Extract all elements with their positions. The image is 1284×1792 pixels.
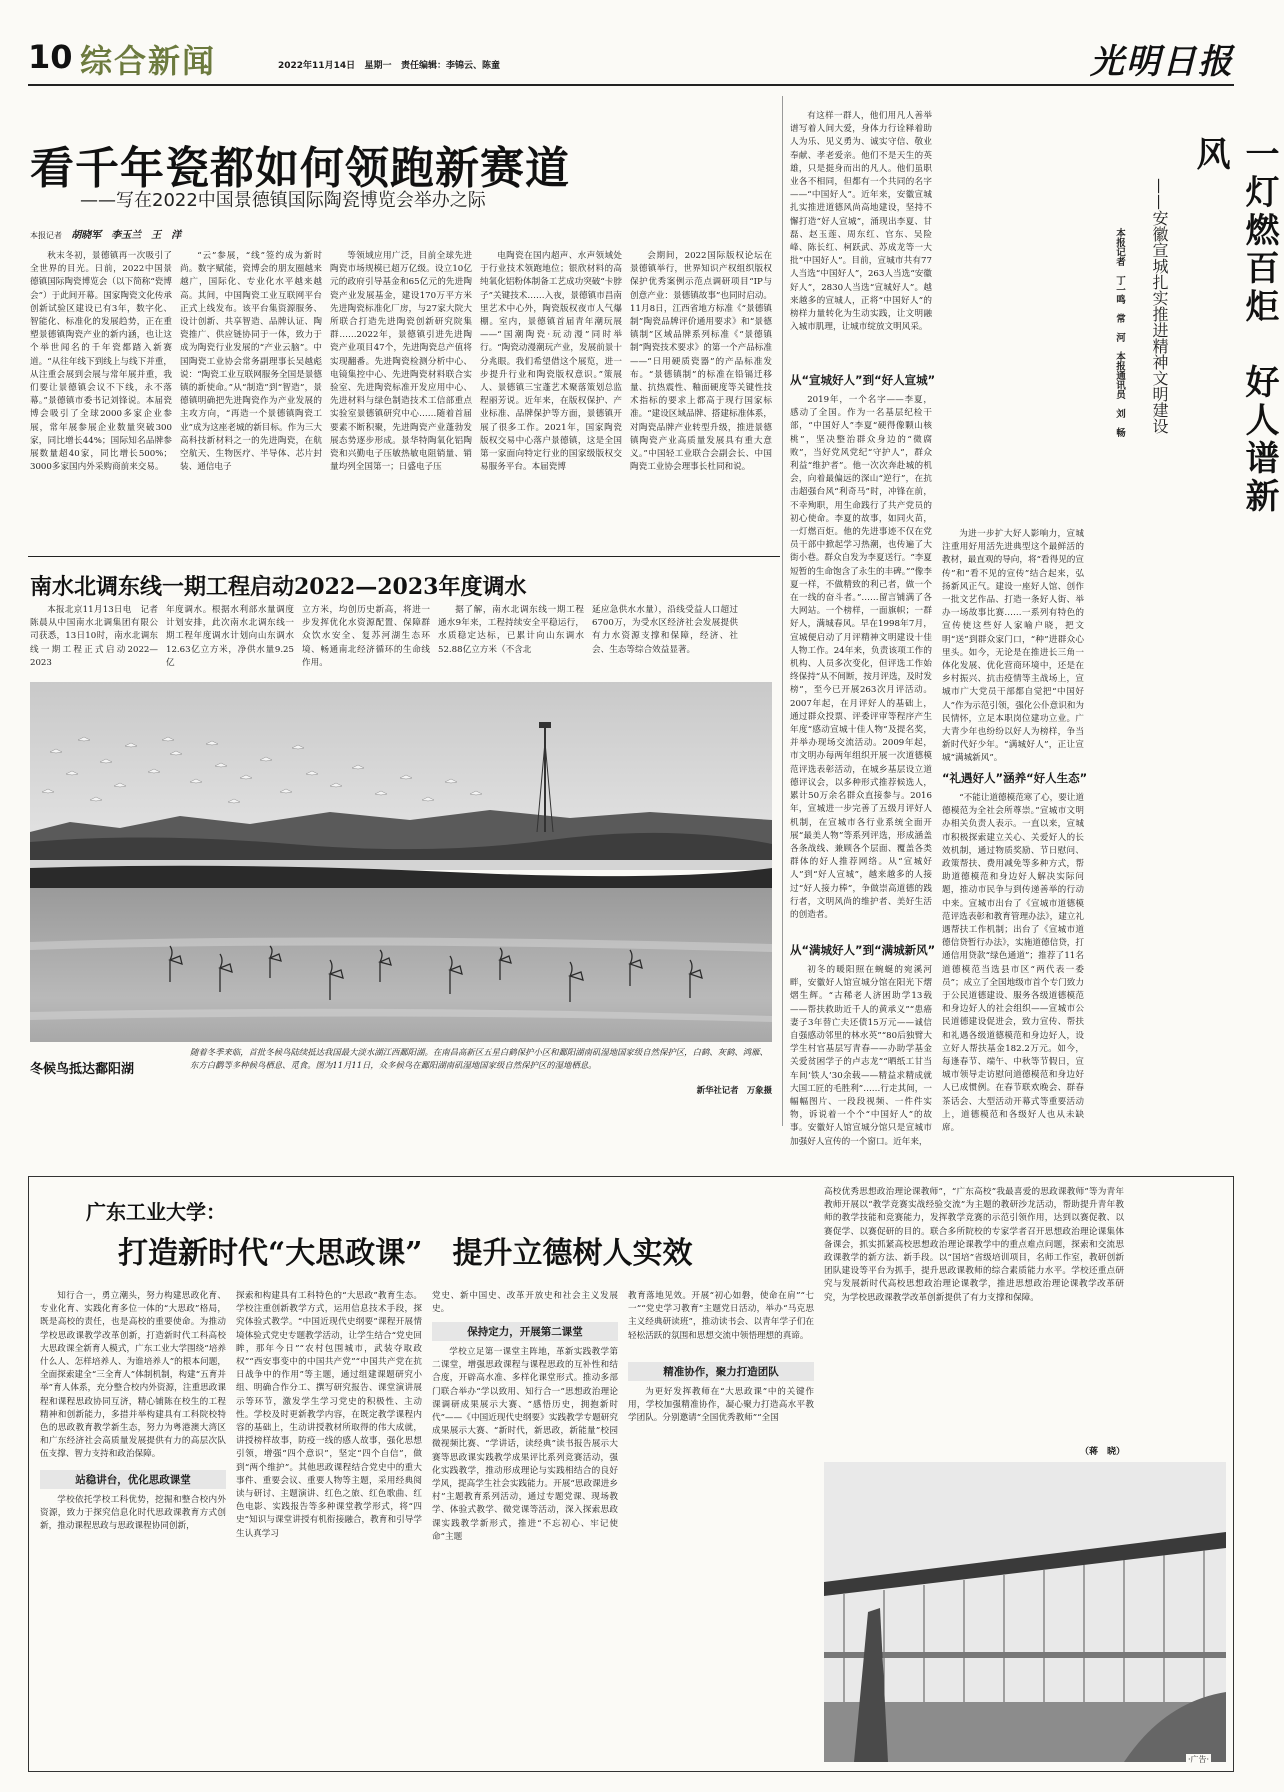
article3-sub3: “礼遇好人”涵养“好人生态” <box>942 771 1088 785</box>
article2-col1: 本报北京11月13日电 记者陈晨从中国南水北调集团有限公司获悉，13日10时，南水北调东线一期工程正式启动2022—2023 <box>30 605 158 668</box>
ad-tag: ·广告· <box>1188 1755 1210 1764</box>
article4-author: （蒋 晓） <box>1080 1447 1126 1457</box>
article4-col3-top: 党史、新中国史、改革开放史和社会主义发展史。 <box>432 1291 618 1315</box>
article1-col4: 电陶瓷在国内超声、水声领域处于行业技术领跑地位；银欣材料的高纯氧化铝粉体制备工艺成功突破“卡脖子”关键技术……入夜，景德镇市昌南里艺术中心外，陶瓷版权夜市人气爆棚。室内，景德镇首届青年潮玩展——“国潮陶瓷·玩动漫”同时举行。“陶瓷动漫潮玩产业，发展前景十分兆眼。我们希望借这个展览，进一步提升行业和陶瓷版权意识。”策展人、景德镇三宝蓬艺术聚落策划总监程丽芳说。近年来，在版权保护、产业标准、品牌保护等方面，景德镇开展了很多工作。2021年，国家陶瓷版权交易中心落户景德镇，这是全国第一家面向特定行业的国家级版权交易服务平台。本届瓷博 <box>480 251 622 473</box>
article3-sub2: 从“满城好人”到“满城新风” <box>790 943 936 957</box>
article3-title-line2: ——安徽宣城扎实推进精神文明建设 <box>1150 178 1169 434</box>
article4-col4-b: 为更好发挥教师在“大思政课”中的关键作用，学校加强精准协作，凝心聚力打造高水平教学团队。分别邀请“全国优秀教师”“全国 <box>628 1387 814 1424</box>
article3-col2-bot: “不能让道德模范寒了心，要让道德模范为全社会所尊崇。”宣城市文明办相关负责人表示。一直以来，宣城市积极探索建立关心、关爱好人的长效机制，通过物质奖励、节日慰问、政策帮扶、费用减免等多种方式，帮助道德模范和身边好人解决实际问题，推动市民争与到传递善举的行动中来。宣城市出台了《宣城市道德模范评选表彰和教育管理办法》，建立礼遇帮扶工作机制；出台了《宣城市道德信贷暂行办法》，实施道德信贷，打通信用贷款“绿色通道”；推荐了11名道德模范当选县市区“两代表一委员”；成立了全国地级市首个专门致力于公民道德建设、服务各级道德模范和身边好人的社会组织——宣城市公民道德建设促进会，致力宣传、帮扶和礼遇各级道德模范和身边好人，设立好人帮扶基金182.2万元。如今，每逢春节、端午、中秋等节假日，宣城市领导走访慰问道德模范和身边好人已成惯例。在春节联欢晚会、群春茶话会、大型活动开幕式等重要活动上，道德模范和各级好人也从未缺席。 <box>942 793 1084 1134</box>
article3-title-line1: 一灯燃百炬 好人谱新风 <box>1190 136 1279 516</box>
byline-label: 本报记者 <box>30 231 62 240</box>
section-name: 综合新闻 <box>80 42 217 80</box>
campus-photo <box>824 1462 1226 1762</box>
article3-col1-mid: 2019年，一个名字——李夏，感动了全国。作为一名基层纪检干部，“中国好人”李夏“硬得像颗山核桃”，坚决整治群众身边的“微腐败”，当好党风党纪“守护人”，群众利益“维护者”。他一次次奔赴城的机会，向着最偏远的深山“逆行”，在抗击超强台风“利奇马”时，冲锋在前，不幸殉职，用生命践行了共产党员的初心使命。李夏的故事，如同火苗，一灯燃百炬。他的先进事迹不仅在党员干部中掀起学习热潮，也传遍了大街小巷。群众自发为李夏送行。“李夏短暂的生命饱含了永生的丰碑。”“像李夏一样，不做精致的利己者，做一个在一线的奋斗者。”……留言铺满了各大网站。一个榜样，一面旗帜；一群好人，满城春风。早在1998年7月，宣城便启动了月评精神文明建设十佳人物工作。24年来，负责该项工作的机构、人员多次变化，但评选工作始终保持“从不间断，按月评选，及时发榜”，至今已开展263次月评活动。2007年起，在月评好人的基础上，通过群众投票、评委评审等程序产生年度“感动宣城十佳人物”及提名奖，并举办现场交流活动。2009年起，市文明办每两年组织开展一次道德模范评选表彰活动，在城乡基层设立道德评议会，以多种形式推荐候选人，累计50万余名群众直接参与。2016年，宣城进一步完善了五级月评好人机制，在宣城市各行业系统全面开展“最美人物”等系列评选，形成涵盖各条战线、兼顾各个层面、覆盖各类群体的好人推荐网络。从“宣城好人”到“好人宣城”，越来越多的人接过“好人接力棒”，争做崇高道德的践行者，文明风尚的维护者、美好生活的创造者。 <box>790 395 932 920</box>
masthead-logo: 光明日报 <box>1090 42 1234 82</box>
article3-byline: 本报记者 丁一鸣 常 河 本报通讯员 刘 畅 <box>1114 228 1125 437</box>
article2-col2: 年度调水。根据水利部水量调度计划安排，此次南水北调东线一期工程年度调水计划向山东调水12.63亿立方米，净供水量9.25亿 <box>166 605 294 668</box>
article3-col1-top: 有这样一群人，他们用凡人善举谱写着人间大爱，身体力行诠释着助人为乐、见义勇为、诚实守信、敬业奉献、孝老爱亲。他们不是天生的英雄，只是挺身而出的凡人。他们虽职业各不相同，但都有一个共同的名字——“中国好人”。近年来，安徽宣城扎实推进道德风尚高地建设，坚持不懈打造“好人宣城”，涌现出李夏、甘磊、赵玉莲、周东红、官东、吴险峰、陈长红、柯跃武、苏成龙等一大批“中国好人”。目前，宣城市共有77人当选“中国好人”，263人当选“安徽好人”，2830人当选“宣城好人”。越来越多的宣城人，正将“中国好人”的榜样力量转化为生动实践，让文明融入城市肌理，让城市绽放文明风采。 <box>790 111 932 333</box>
article4-label: 广东工业大学： <box>86 1200 226 1224</box>
header-rule <box>28 84 1234 86</box>
article4-sub2: 保持定力，开展第二课堂 <box>432 1322 618 1341</box>
photo-title: 冬候鸟抵达鄱阳湖 <box>30 1062 135 1077</box>
wetland-photo <box>30 682 772 1108</box>
article1-col2: “云”参展，“线”签约成为新时尚。数字赋能，瓷博会的朋友圈越来越广，国际化、专业化水平越来越高。其间，中国陶瓷工业互联网平台正式上线发布。该平台集资源服务、设计创新、共享智造、品牌认证、陶瓷推广、供应链协同于一体，致力于成为陶瓷行业发展的“产业云脑”。中国陶瓷工业协会常务副理事长吴越彪说：“陶瓷工业互联网服务全国是景德镇的新使命。”从“制造”到“智造”，景德镇明确把先进陶瓷作为产业发展的主攻方向，“再造一个景德镇陶瓷工业”成为这座老城的新目标。作为三大高科技新材料之一的先进陶瓷，在航空航天、生物医疗、半导体、芯片封装、通信电子 <box>180 251 322 473</box>
article1-title: 看千年瓷都如何领跑新赛道 <box>30 143 570 194</box>
article4-col1: 知行合一，勇立潮头，努力构建思政化育、专业化育、实践化育多位一体的“大思政”格局，既是高校的责任，也是高校的重要使命。为推动学校思政课教学改革创新，打造新时代工科高校大思政课全新育人模式，广东工业大学围绕“培养什么人、怎样培养人、为谁培养人”的根本问题，全面探索建全“三全育人”体制机制，构建“五育并举”育人体系，充分整合校内外资源，注重思政课程和课程思政协同互济，精心铺陈在校生的工程精神和创新能力，多措并举构建具有工科院校特色的思政教育教学新生态，努力为粤港澳大湾区和广东经济社会高质量发展提供有力的高层次队伍支撑、智力支持和政治保障。 <box>40 1291 226 1460</box>
article2-col4: 据了解，南水北调东线一期工程通水9年来，工程持续安全平稳运行，水质稳定达标，已累计向山东调水52.88亿立方米（不含北 <box>438 605 584 655</box>
photo-credit: 新华社记者 万象摄 <box>696 1085 772 1095</box>
article4-sub1: 站稳讲台，优化思政课堂 <box>40 1470 226 1489</box>
article4-title: 打造新时代“大思政课” 提升立德树人实效 <box>118 1236 693 1271</box>
article3-sub1: 从“宣城好人”到“好人宣城” <box>790 373 936 387</box>
article4-col4: 教育落地见效。开展“初心如磐，使命在肩”“七一”“党史学习教育”主题党日活动，举办“马克思主义经典研读班”，推动读书会、以青年学子们在轻松活跃的氛围和思想交流中领悟理想的真谛。 <box>628 1291 814 1341</box>
article3-col1-bot: 初冬的暖阳照在蜿蜒的宛溪河畔，安徽好人馆宣城分馆在阳光下熠熠生辉。“古稀老人济困助学13载——帮扶救助近千人的黄承义”“患癌妻子3年替亡夫还债15万元——诚信自强感动邻里的林水英”“80后独臂大学生村官基层写青春——办助学基金关爱贫困学子的卢志龙”“晒纸工甘当车间‘铁人’30余载——精益求精成就大国工匠的毛胜利”……行走其间，一幅幅图片、一段段视频、一件件实物，诉说着一个个“中国好人”的故事。安徽好人馆宣城分馆只是宣城市加强好人宣传的一个窗口。近年来， <box>790 965 932 1147</box>
article4-col1-b: 学校依托学校工科优势，挖掘和整合校内外资源，致力于探究信息化时代思政课教育方式创新，推动课程思政与思政课程协同创新， <box>40 1495 226 1532</box>
wetland-photo-svg <box>30 682 772 1108</box>
date: 2022年11月14日 <box>278 61 356 71</box>
byline-names: 胡晓军 李玉兰 王 洋 <box>71 230 182 241</box>
campus-photo-svg <box>824 1462 1226 1762</box>
weekday: 星期一 <box>364 61 392 71</box>
article1-col3: 等领域应用广泛，目前全球先进陶瓷市场规模已超万亿级。设立10亿元的政府引导基金和65亿元的先进陶瓷产业发展基金，建设170万平方米先进陶瓷标准化厂房，与27家大院大所联合打造先进陶瓷创新研究院集群……2022年，景德镇引进先进陶瓷产业项目47个，先进陶瓷总产值将实现翻番。先进陶瓷检测分析中心、电镜集控中心、先进陶瓷材料联合实验室、先进陶瓷标准开发应用中心、先进材料与绿色制造技术工信部重点实验室景德镇研究中心……随着首届要素不断积聚，先进陶瓷产业蓬勃发展态势逐步形成。景华特陶氧化铝陶瓷和兴勤电子压敏热敏电阻销量、销量均列全国第一；日盛电子压 <box>330 251 472 473</box>
article4-col2: 探索和构建具有工科特色的“大思政”教育生态。学校注重创新教学方式，运用信息技术手段，探究体验式教学。“中国近现代史纲要”课程开展情境体验式党史专题教学活动，让学生结合“党史回眸，那年今日”“农村包围城市，武装夺取政权”“西安事变中的中国共产党”“中国共产党在抗日战争中的作用”等主题，通过组建课题研究小组、明确合作分工、撰写研究报告、课堂演讲展示等环节，激发学生学习党史的积极性、主动性。学校及时更新教学内容，在既定教学课程内容的基础上，生动讲授教材所取得的伟大成就，讲授榜样故事，防疫一线的感人故事，强化思想引领，增强“四个意识”，坚定“四个自信”，做到“两个维护”。其他思政课程结合党史中的重大事件、重要会议、重要人物等主题，采用经典阅读与研讨、主题演讲、红色之旅、红色歌曲、红色电影、实践报告等多种课堂教学形式，将“四史”知识与课堂讲授有机衔接融合，教育和引导学生认真学习 <box>236 1291 422 1539</box>
article2-title: 南水北调东线一期工程启动2022—2023年度调水 <box>30 574 527 600</box>
article1-subtitle: ——写在2022中国景德镇国际陶瓷博览会举办之际 <box>80 190 486 211</box>
divider-1 <box>28 556 780 557</box>
article4-col5: 高校优秀思想政治理论课教师”，“广东高校”我最喜爱的思政课教师”等为青年教师开展以“教学竞赛实战经验交流”为主题的教研沙龙活动，帮助提升青年教师的教学技能和竞赛能力，发挥教学竞赛的示范引领作用，达到以赛促教、以赛促学、以赛促研的目的。联合多所院校的专家学者召开思想政治理论课集体备课会，抓实抓紧高校思想政治理论课教学中的重点难点问题，探索和交流思政课教学的新方法、新手段。以“国培”省级培训项目，名师工作室，教研创新团队建设等平台为抓手，提升思政课教师的综合素质能力水平。学校还重点研究与发展新时代高校思想政治理论课教学，推进思想政治理论课教学改革研究，为学校思政课教学改革创新提供了有力支撑和保障。 <box>824 1187 1124 1303</box>
page-number: 10 <box>28 38 73 76</box>
article3-col2-top: 为进一步扩大好人影响力，宣城注重用好用活先进典型这个最鲜活的教材，最直观的导向，将“看得见的宣传”和“看不见的宣传”结合起来，弘扬新风正气。建设一座好人馆、创作一批文艺作品、打造一条好人街、举办一场故事比赛……一系列有特色的宣传使这些好人家喻户晓，把文明“送”到群众家门口，“种”进群众心里头。如今，无论是在推进长三角一体化发展、优化营商环境中，还是在乡村振兴、抗击疫情等主战场上，宣城市广大党员干部都自觉把“中国好人”作为示范引领，强化公仆意识和为民情怀，立足本职岗位建功立业。广大青少年也纷纷以好人为榜样，争当新时代好少年。“满城好人”，正让宣城“满城新风”。 <box>942 529 1084 764</box>
article1-col5: 会期间，2022国际版权论坛在景德镇举行，世界知识产权组织版权保护优秀案例示范点调研项目“IP与创意产业：景德镇故事”也同时启动。11月8日，江西省地方标准《“景德镇制”陶瓷品牌评价通用要求》和“景德镇制”区域品牌系列标准《“景德镇制”陶瓷技术要求》的第一个产品标准——“日用硬质瓷器”的产品标准发布。“景德镇制”的标准在铅镉迁移量、抗热震性、釉面硬度等关键性技术指标的要求上都高于现行国家标准。“建设区域品牌、搭建标准体系，对陶瓷品牌产业转型升级，推进景德镇陶瓷产业高质量发展具有重大意义。”中国轻工业联合会副会长、中国陶瓷工业协会理事长杜同和说。 <box>630 251 772 473</box>
article2-col3: 立方米，均创历史新高，将进一步发挥优化水资源配置、保障群众饮水安全、复苏河湖生态环境、畅通南北经济循环的生命线作用。 <box>302 605 430 668</box>
page-header <box>28 34 1234 82</box>
editors: 责任编辑：李锦云、陈童 <box>400 61 500 71</box>
article2-col5: 延应急供水水量），沿线受益人口超过6700万，为受水区经济社会发展提供有力水资源支撑和保障，经济、社会、生态等综合效益显著。 <box>592 605 738 655</box>
column-divider <box>782 96 783 1126</box>
article4-col3: 学校立足第一课堂主阵地，革新实践教学第二课堂，增强思政课程与课程思政的互补性和结合度，开辟高水准、多样化课堂形式。推动多部门联合举办“学以致用、知行合一”思想政治理论课调研成果展示大赛、“感悟历史，拥抱新时代”——《中国近现代史纲要》实践教学专题研究成果展示大赛、“新时代，新思政，新能量”校园微视频比赛、“学讲话，读经典”读书报告展示大赛等思政课实践教学成果评比系列竞赛活动，强化实践教学，推动形成理论与实践相结合的良好学风，提高学生社会实践能力。开展“思政课进乡村”主题教育系列活动，通过专题党课、现场教学、体验式教学、微党课等活动，深入探索思政课实践教学新形式，推进“不忘初心、牢记使命”主题 <box>432 1347 618 1542</box>
article1-byline <box>30 226 181 241</box>
article4-sub3: 精准协作，聚力打造团队 <box>628 1362 814 1381</box>
header-date <box>278 58 500 71</box>
article1-col1: 秋末冬初，景德镇再一次吸引了全世界的目光。日前，2022中国景德镇国际陶瓷博览会（以下简称“瓷博会”）于此间开幕。国家陶瓷文化传承创新试验区建设已有3年，数字化、智能化、标准化的发展趋势，正在重塑景德镇陶瓷产业的新内涵，也让这个举世闻名的千年瓷都踏入新赛道。“从往年线下到线上与线下并重，从注重会展到会展与常年展并重，我们要让景德镇会议不下线，永不落幕。”景德镇市委书记刘锋说。本届瓷博会吸引了全球2000多家企业参展，常年展参展企业数量突破300家，同比增长44%；国际知名品牌参展数量超40家，同比增长500%；3000多家国内外采购商前来交易。 <box>30 251 172 473</box>
photo-caption: 随着冬季来临，首批冬候鸟陆续抵达我国最大淡水湖江西鄱阳湖。在南昌高新区五星白鹤保护小区和鄱阳湖南矶湿地国家级自然保护区，白鹤、灰鹤、鸿雁、东方白鹳等多种候鸟栖息、觅食。图为11月11日，众多候鸟在鄱阳湖南矶湿地国家级自然保护区的湿地栖息。 <box>190 1047 768 1070</box>
